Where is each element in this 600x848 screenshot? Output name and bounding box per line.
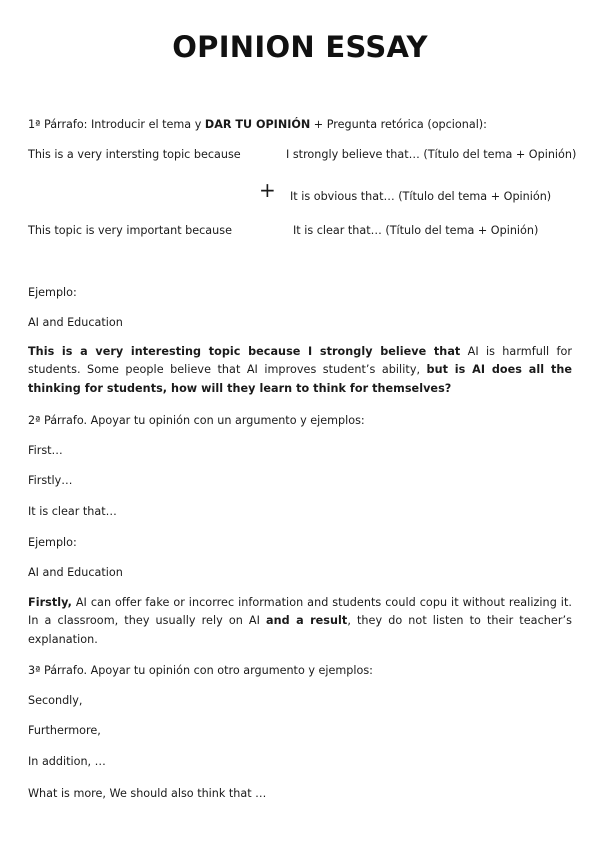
connector-left-2: This topic is very important because — [28, 224, 232, 237]
connector-in-addition: In addition, … — [28, 755, 106, 768]
example-topic: AI and Education — [28, 316, 123, 329]
connector-right-3: It is clear that… (Título del tema + Opinión) — [293, 224, 539, 237]
heading-bold-text: DAR TU OPINIÓN — [204, 118, 311, 131]
example-text: AI is harmfull for students. Some people believe that AI improves student’s ability, — [28, 345, 572, 377]
paragraph3-heading: 3ª Párrafo. Apoyar tu opinión con otro argumento y ejemplos: — [28, 664, 373, 677]
example-bold: but is AI does all the thinking for students, how will they learn to think for themselves? — [28, 363, 573, 395]
heading-text: + Pregunta retórica (opcional): — [310, 118, 487, 131]
example-bold: This is a very interesting topic because I strongly believe that — [28, 345, 461, 358]
connector-what-is-more: What is more, We should also think that … — [28, 787, 267, 800]
heading-text: 1ª Párrafo: Introducir el tema y — [28, 118, 205, 131]
example-label: Ejemplo: — [28, 286, 77, 299]
connector-right-1: I strongly believe that… (Título del tema + Opinión) — [286, 148, 577, 161]
example-topic: AI and Education — [28, 566, 123, 579]
connector-firstly: Firstly… — [28, 474, 73, 487]
example-text: AI can offer fake or incorrec information and students could copu it without realizing it. In a classroom, they usually rely on AI — [28, 596, 572, 628]
connector-it-is-clear: It is clear that… — [28, 505, 117, 518]
page-title: OPINION ESSAY — [172, 30, 428, 64]
paragraph2-heading: 2ª Párrafo. Apoyar tu opinión con un argumento y ejemplos: — [28, 414, 365, 427]
example-bold: and a result — [266, 614, 348, 628]
example-label: Ejemplo: — [28, 536, 77, 549]
connector-furthermore: Furthermore, — [28, 724, 101, 737]
example-paragraph-2 — [28, 594, 572, 649]
plus-sign: + — [259, 178, 276, 202]
connector-first: First… — [28, 444, 63, 457]
example-paragraph-1 — [28, 343, 572, 398]
connector-left-1: This is a very intersting topic because — [28, 148, 241, 161]
paragraph1-heading — [28, 118, 487, 132]
connector-secondly: Secondly, — [28, 694, 83, 707]
example-bold: Firstly, — [28, 596, 72, 609]
connector-right-2: It is obvious that… (Título del tema + Opinión) — [290, 190, 552, 203]
example-text: , they do not listen to their teacher’s explanation. — [28, 614, 572, 646]
